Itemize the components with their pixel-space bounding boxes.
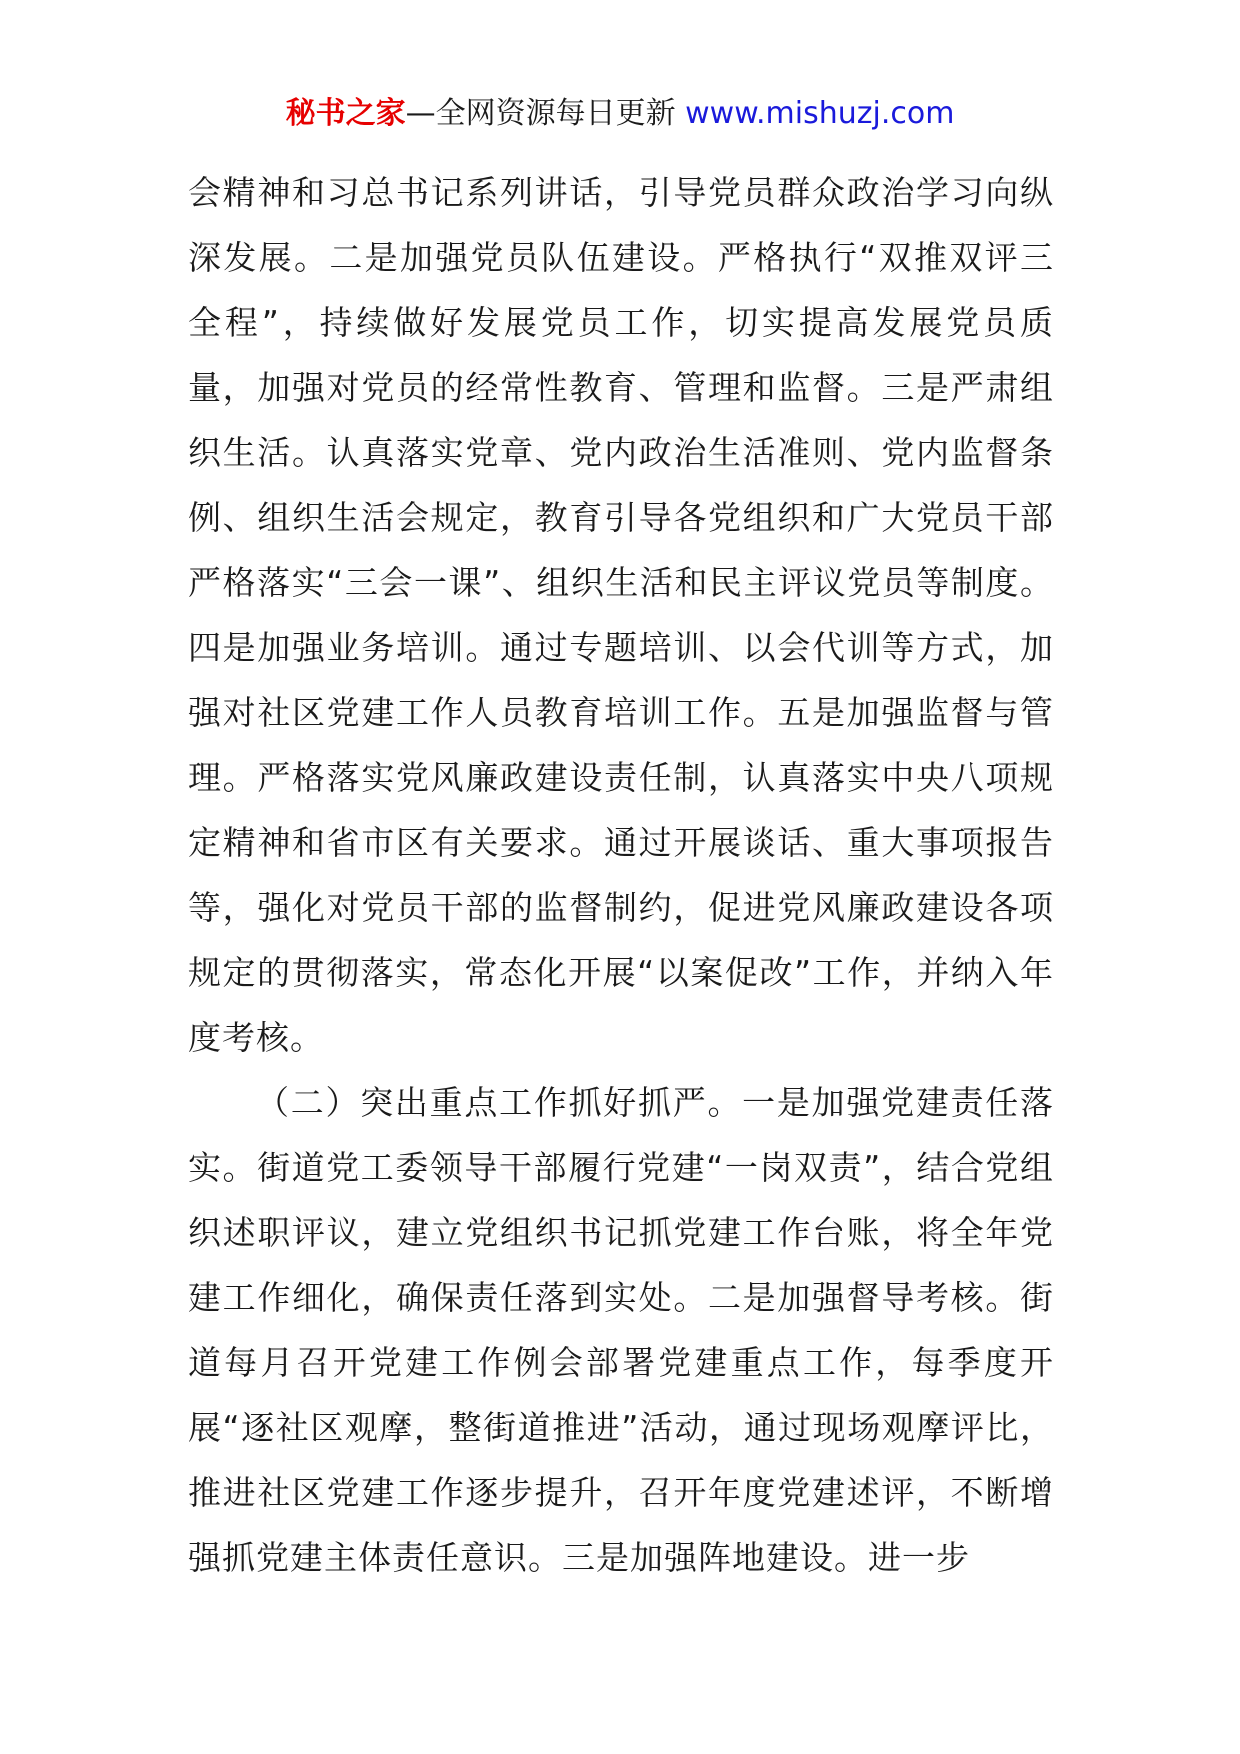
site-url-link[interactable]: www.mishuzj.com — [685, 96, 955, 131]
paragraph-continued: 会精神和习总书记系列讲话，引导党员群众政治学习向纵深发展。二是加强党员队伍建设。严格执行“双推双评三全程”，持续做好发展党员工作，切实提高发展党员质量，加强对党员的经常性教育、管理和监督。三是严肃组织生活。认真落实党章、党内政治生活准则、党内监督条例、组织生活会规定，教育引导各党组织和广大党员干部严格落实“三会一课”、组织生活和民主评议党员等制度。四是加强业务培训。通过专题培训、以会代训等方式，加强对社区党建工作人员教育培训工作。五是加强监督与管理。严格落实党风廉政建设责任制，认真落实中央八项规定精神和省市区有关要求。通过开展谈话、重大事项报告等，强化对党员干部的监督制约，促进党风廉政建设各项规定的贯彻落实，常态化开展“以案促改”工作，并纳入年度考核。 — [188, 173, 1054, 1057]
paragraph-section-two: （二）突出重点工作抓好抓严。一是加强党建责任落实。街道党工委领导干部履行党建“一岗双责”，结合党组织述职评议，建立党组织书记抓党建工作台账，将全年党建工作细化，确保责任落到实处。二是加强督导考核。街道每月召开党建工作例会部署党建重点工作，每季度开展“逐社区观摩，整街道推进”活动，通过现场观摩评比，推进社区党建工作逐步提升，召开年度党建述评，不断增强抓党建主体责任意识。三是加强阵地建设。进一步 — [188, 1083, 1054, 1577]
site-header — [0, 94, 1240, 134]
site-tagline: —全网资源每日更新 — [405, 96, 686, 131]
document-body — [188, 160, 1054, 1590]
site-brand: 秘书之家 — [285, 96, 406, 131]
